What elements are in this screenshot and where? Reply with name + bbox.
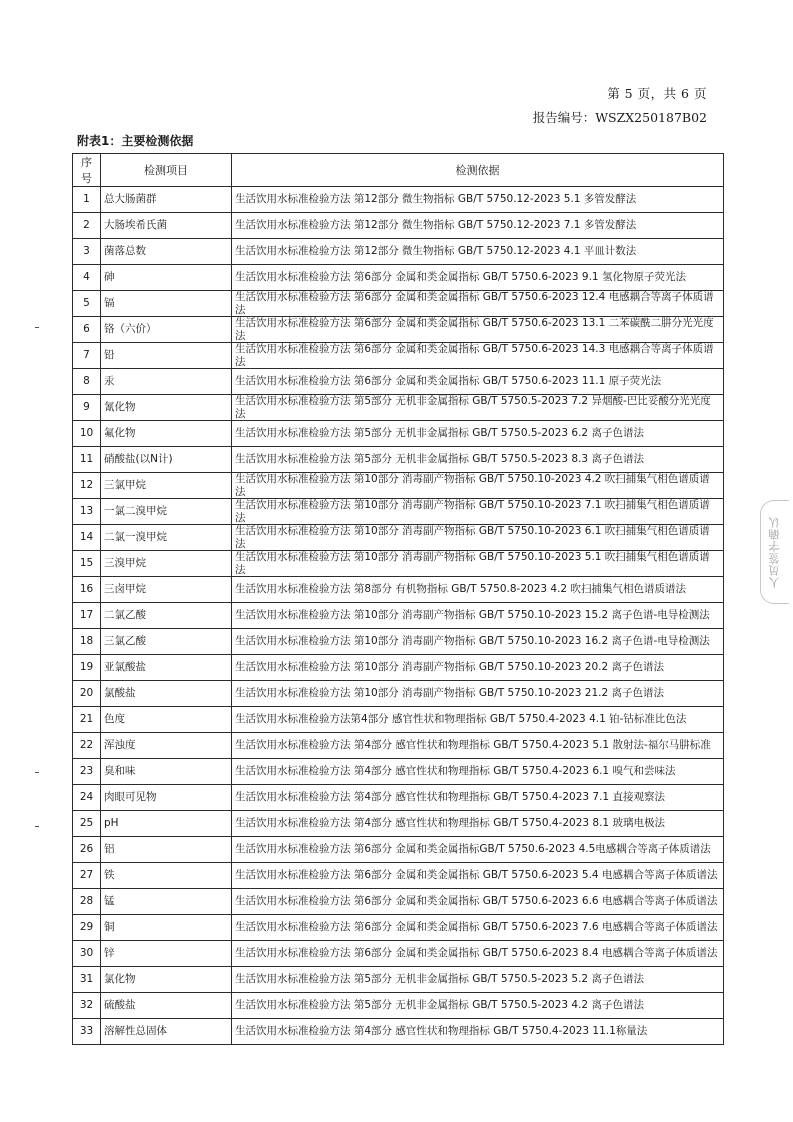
table-row xyxy=(73,603,724,629)
row-number: 29 xyxy=(73,915,101,941)
table-row xyxy=(73,863,724,889)
table-row xyxy=(73,1019,724,1045)
table-row xyxy=(73,421,724,447)
row-number: 31 xyxy=(73,967,101,993)
row-test-basis: 生活饮用水标准检验方法 第10部分 消毒副产物指标 GB/T 5750.10-2023 5.1 吹扫捕集气相色谱质谱法 xyxy=(232,551,724,577)
row-number: 4 xyxy=(73,265,101,291)
row-test-basis: 生活饮用水标准检验方法 第10部分 消毒副产物指标 GB/T 5750.10-2023 7.1 吹扫捕集气相色谱质谱法 xyxy=(232,499,724,525)
row-test-item: 一氯二溴甲烷 xyxy=(101,499,232,525)
row-test-item: 汞 xyxy=(101,369,232,395)
row-test-item: 锌 xyxy=(101,941,232,967)
row-test-item: 总大肠菌群 xyxy=(101,187,232,213)
row-test-basis: 生活饮用水标准检验方法 第10部分 消毒副产物指标 GB/T 5750.10-2023 20.2 离子色谱法 xyxy=(232,655,724,681)
row-number: 19 xyxy=(73,655,101,681)
row-test-item: 铝 xyxy=(101,837,232,863)
table-row xyxy=(73,759,724,785)
row-test-item: 二氯一溴甲烷 xyxy=(101,525,232,551)
row-test-item: 氯化物 xyxy=(101,967,232,993)
row-number: 25 xyxy=(73,811,101,837)
row-number: 30 xyxy=(73,941,101,967)
row-test-basis: 生活饮用水标准检验方法 第5部分 无机非金属指标 GB/T 5750.5-2023 4.2 离子色谱法 xyxy=(232,993,724,1019)
page-number: 第 5 页，共 6 页 xyxy=(607,86,707,101)
table-row xyxy=(73,239,724,265)
table-row xyxy=(73,265,724,291)
row-test-basis: 生活饮用水标准检验方法 第5部分 无机非金属指标 GB/T 5750.5-2023 8.3 离子色谱法 xyxy=(232,447,724,473)
row-number: 12 xyxy=(73,473,101,499)
row-test-item: 三溴甲烷 xyxy=(101,551,232,577)
row-test-basis: 生活饮用水标准检验方法 第6部分 金属和类金属指标 GB/T 5750.6-2023 6.6 电感耦合等离子体质谱法 xyxy=(232,889,724,915)
row-test-item: 亚氯酸盐 xyxy=(101,655,232,681)
page-header xyxy=(533,84,707,126)
column-header-basis: 检测依据 xyxy=(232,154,724,187)
row-test-item: 肉眼可见物 xyxy=(101,785,232,811)
table-row xyxy=(73,941,724,967)
row-number: 23 xyxy=(73,759,101,785)
row-number: 13 xyxy=(73,499,101,525)
annex-title: 附表1：主要检测依据 xyxy=(77,134,194,148)
row-test-item: 菌落总数 xyxy=(101,239,232,265)
row-number: 2 xyxy=(73,213,101,239)
row-test-basis: 生活饮用水标准检验方法 第4部分 感官性状和物理指标 GB/T 5750.4-2023 5.1 散射法-福尔马肼标准 xyxy=(232,733,724,759)
table-row xyxy=(73,317,724,343)
row-test-basis: 生活饮用水标准检验方法 第12部分 微生物指标 GB/T 5750.12-2023 7.1 多管发酵法 xyxy=(232,213,724,239)
row-number: 26 xyxy=(73,837,101,863)
row-test-item: 三氯乙酸 xyxy=(101,629,232,655)
row-test-basis: 生活饮用水标准检验方法 第10部分 消毒副产物指标 GB/T 5750.10-2023 16.2 离子色谱-电导检测法 xyxy=(232,629,724,655)
row-test-basis: 生活饮用水标准检验方法 第6部分 金属和类金属指标 GB/T 5750.6-2023 13.1 二苯碳酰二肼分光光度法 xyxy=(232,317,724,343)
table-row xyxy=(73,187,724,213)
row-test-item: pH xyxy=(101,811,232,837)
row-test-item: 三氯甲烷 xyxy=(101,473,232,499)
row-number: 20 xyxy=(73,681,101,707)
row-test-basis: 生活饮用水标准检验方法 第5部分 无机非金属指标 GB/T 5750.5-2023 7.2 异烟酸-巴比妥酸分光光度法 xyxy=(232,395,724,421)
row-test-basis: 生活饮用水标准检验方法 第10部分 消毒副产物指标 GB/T 5750.10-2023 15.2 离子色谱-电导检测法 xyxy=(232,603,724,629)
row-number: 16 xyxy=(73,577,101,603)
row-test-item: 锰 xyxy=(101,889,232,915)
table-row xyxy=(73,655,724,681)
row-test-item: 铬（六价） xyxy=(101,317,232,343)
table-row xyxy=(73,915,724,941)
row-number: 24 xyxy=(73,785,101,811)
row-number: 5 xyxy=(73,291,101,317)
row-number: 3 xyxy=(73,239,101,265)
table-row xyxy=(73,681,724,707)
row-test-item: 二氯乙酸 xyxy=(101,603,232,629)
table-row xyxy=(73,343,724,369)
margin-tick xyxy=(35,826,39,827)
row-test-basis: 生活饮用水标准检验方法 第4部分 感官性状和物理指标 GB/T 5750.4-2023 6.1 嗅气和尝味法 xyxy=(232,759,724,785)
row-number: 18 xyxy=(73,629,101,655)
row-test-basis: 生活饮用水标准检验方法第4部分 感官性状和物理指标 GB/T 5750.4-2023 4.1 铂-钴标准比色法 xyxy=(232,707,724,733)
row-test-basis: 生活饮用水标准检验方法 第8部分 有机物指标 GB/T 5750.8-2023 4.2 吹扫捕集气相色谱质谱法 xyxy=(232,577,724,603)
row-test-item: 浑浊度 xyxy=(101,733,232,759)
table-row xyxy=(73,707,724,733)
column-header-seq: 序号 xyxy=(73,154,101,187)
table-row xyxy=(73,785,724,811)
row-number: 11 xyxy=(73,447,101,473)
row-test-basis: 生活饮用水标准检验方法 第6部分 金属和类金属指标 GB/T 5750.6-2023 11.1 原子荧光法 xyxy=(232,369,724,395)
row-test-basis: 生活饮用水标准检验方法 第6部分 金属和类金属指标 GB/T 5750.6-2023 7.6 电感耦合等离子体质谱法 xyxy=(232,915,724,941)
row-number: 8 xyxy=(73,369,101,395)
row-number: 1 xyxy=(73,187,101,213)
row-test-item: 砷 xyxy=(101,265,232,291)
row-test-basis: 生活饮用水标准检验方法 第12部分 微生物指标 GB/T 5750.12-2023 5.1 多管发酵法 xyxy=(232,187,724,213)
table-row xyxy=(73,993,724,1019)
row-test-basis: 生活饮用水标准检验方法 第5部分 无机非金属指标 GB/T 5750.5-2023 5.2 离子色谱法 xyxy=(232,967,724,993)
table-row xyxy=(73,629,724,655)
row-test-item: 三卤甲烷 xyxy=(101,577,232,603)
table-body xyxy=(73,187,724,1045)
row-number: 6 xyxy=(73,317,101,343)
row-test-basis: 生活饮用水标准检验方法 第4部分 感官性状和物理指标 GB/T 5750.4-2023 7.1 直接观察法 xyxy=(232,785,724,811)
table-row xyxy=(73,473,724,499)
table-row xyxy=(73,577,724,603)
row-number: 17 xyxy=(73,603,101,629)
side-stamp xyxy=(760,500,789,604)
row-test-item: 大肠埃希氏菌 xyxy=(101,213,232,239)
row-number: 14 xyxy=(73,525,101,551)
table-row xyxy=(73,551,724,577)
row-test-item: 硝酸盐(以N计) xyxy=(101,447,232,473)
row-test-basis: 生活饮用水标准检验方法 第10部分 消毒副产物指标 GB/T 5750.10-2023 21.2 离子色谱法 xyxy=(232,681,724,707)
margin-tick xyxy=(35,772,39,773)
row-test-item: 溶解性总固体 xyxy=(101,1019,232,1045)
row-test-item: 氰化物 xyxy=(101,395,232,421)
row-test-item: 臭和味 xyxy=(101,759,232,785)
row-test-basis: 生活饮用水标准检验方法 第6部分 金属和类金属指标 GB/T 5750.6-2023 5.4 电感耦合等离子体质谱法 xyxy=(232,863,724,889)
row-test-basis: 生活饮用水标准检验方法 第12部分 微生物指标 GB/T 5750.12-2023 4.1 平皿计数法 xyxy=(232,239,724,265)
table-row xyxy=(73,395,724,421)
side-stamp-text: 人员签字确认 xyxy=(768,516,781,588)
table-row xyxy=(73,525,724,551)
table-row xyxy=(73,889,724,915)
row-test-basis: 生活饮用水标准检验方法 第6部分 金属和类金属指标 GB/T 5750.6-2023 12.4 电感耦合等离子体质谱法 xyxy=(232,291,724,317)
row-test-basis: 生活饮用水标准检验方法 第6部分 金属和类金属指标 GB/T 5750.6-2023 14.3 电感耦合等离子体质谱法 xyxy=(232,343,724,369)
column-header-item: 检测项目 xyxy=(101,154,232,187)
row-number: 15 xyxy=(73,551,101,577)
row-test-item: 镉 xyxy=(101,291,232,317)
row-number: 33 xyxy=(73,1019,101,1045)
margin-tick xyxy=(35,327,39,328)
row-test-item: 硫酸盐 xyxy=(101,993,232,1019)
row-test-item: 氯酸盐 xyxy=(101,681,232,707)
row-test-item: 铜 xyxy=(101,915,232,941)
row-number: 7 xyxy=(73,343,101,369)
row-number: 28 xyxy=(73,889,101,915)
table-row xyxy=(73,369,724,395)
row-test-item: 铅 xyxy=(101,343,232,369)
row-test-item: 铁 xyxy=(101,863,232,889)
row-test-basis: 生活饮用水标准检验方法 第4部分 感官性状和物理指标 GB/T 5750.4-2023 8.1 玻璃电极法 xyxy=(232,811,724,837)
row-test-basis: 生活饮用水标准检验方法 第4部分 感官性状和物理指标 GB/T 5750.4-2023 11.1称量法 xyxy=(232,1019,724,1045)
table-row xyxy=(73,837,724,863)
row-test-item: 色度 xyxy=(101,707,232,733)
table-row xyxy=(73,291,724,317)
table-row xyxy=(73,811,724,837)
row-number: 27 xyxy=(73,863,101,889)
row-number: 9 xyxy=(73,395,101,421)
row-test-basis: 生活饮用水标准检验方法 第6部分 金属和类金属指标 GB/T 5750.6-2023 8.4 电感耦合等离子体质谱法 xyxy=(232,941,724,967)
table-row xyxy=(73,213,724,239)
table-row xyxy=(73,499,724,525)
table-header-row xyxy=(73,154,724,187)
row-test-basis: 生活饮用水标准检验方法 第10部分 消毒副产物指标 GB/T 5750.10-2023 4.2 吹扫捕集气相色谱质谱法 xyxy=(232,473,724,499)
row-number: 22 xyxy=(73,733,101,759)
test-basis-table xyxy=(72,153,724,1045)
row-test-item: 氟化物 xyxy=(101,421,232,447)
row-number: 32 xyxy=(73,993,101,1019)
table-row xyxy=(73,967,724,993)
table-row xyxy=(73,733,724,759)
row-test-basis: 生活饮用水标准检验方法 第6部分 金属和类金属指标GB/T 5750.6-2023 4.5电感耦合等离子体质谱法 xyxy=(232,837,724,863)
table-row xyxy=(73,447,724,473)
report-number: 报告编号：WSZX250187B02 xyxy=(532,110,707,125)
row-number: 10 xyxy=(73,421,101,447)
row-number: 21 xyxy=(73,707,101,733)
row-test-basis: 生活饮用水标准检验方法 第6部分 金属和类金属指标 GB/T 5750.6-2023 9.1 氢化物原子荧光法 xyxy=(232,265,724,291)
row-test-basis: 生活饮用水标准检验方法 第5部分 无机非金属指标 GB/T 5750.5-2023 6.2 离子色谱法 xyxy=(232,421,724,447)
row-test-basis: 生活饮用水标准检验方法 第10部分 消毒副产物指标 GB/T 5750.10-2023 6.1 吹扫捕集气相色谱质谱法 xyxy=(232,525,724,551)
